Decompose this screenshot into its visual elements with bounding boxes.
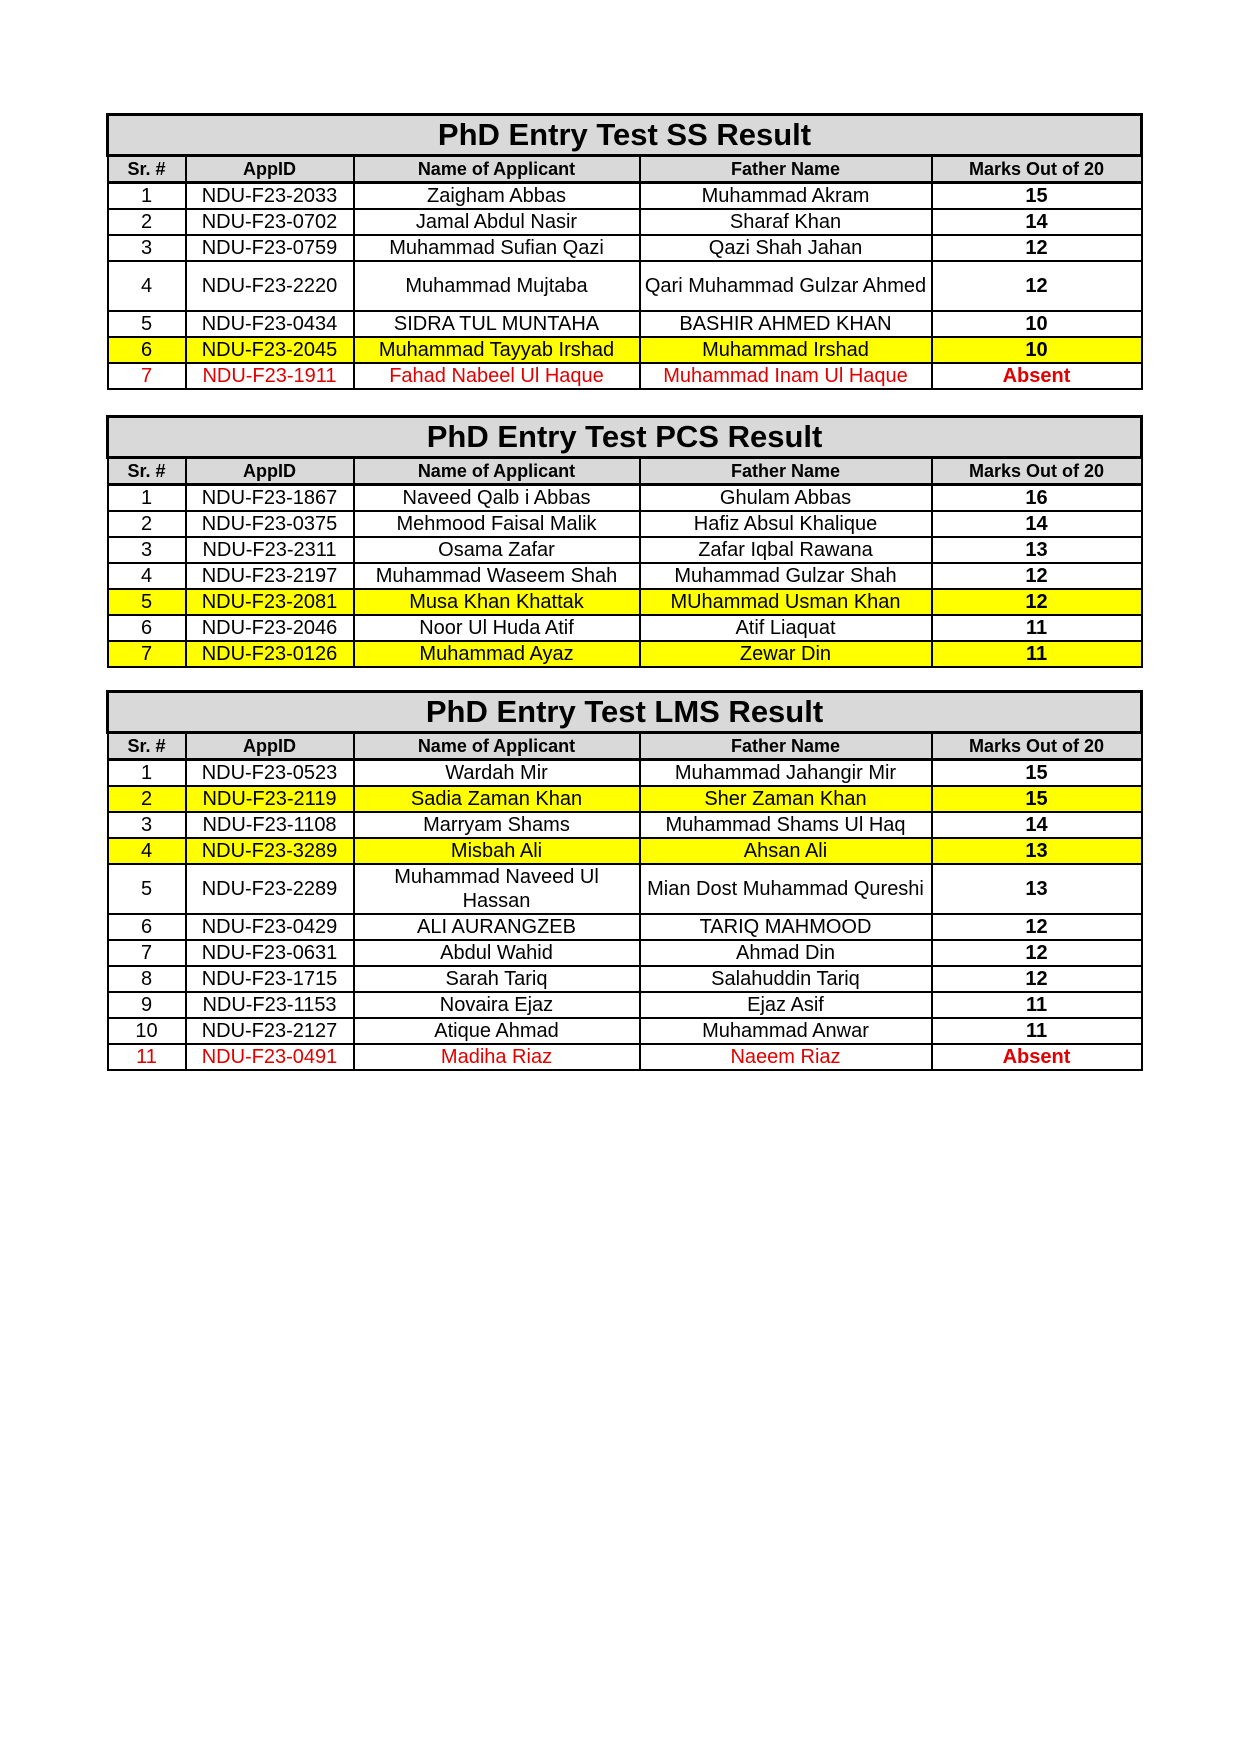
cell-name: Muhammad Sufian Qazi (354, 235, 640, 261)
lms-result-table (106, 690, 1143, 1071)
col-header-name: Name of Applicant (354, 458, 640, 485)
cell-appid: NDU-F23-0631 (186, 940, 354, 966)
cell-sr: 1 (108, 760, 186, 787)
cell-marks: 11 (932, 641, 1142, 667)
col-header-sr: Sr. # (108, 156, 186, 183)
cell-father: Ghulam Abbas (640, 485, 932, 512)
cell-sr: 10 (108, 1018, 186, 1044)
cell-father: Muhammad Shams Ul Haq (640, 812, 932, 838)
cell-sr: 9 (108, 992, 186, 1018)
cell-name: Novaira Ejaz (354, 992, 640, 1018)
table-row (108, 235, 1142, 261)
table-row (108, 563, 1142, 589)
cell-marks: 13 (932, 838, 1142, 864)
table-row (108, 183, 1142, 210)
cell-name: Sarah Tariq (354, 966, 640, 992)
cell-appid: NDU-F23-1715 (186, 966, 354, 992)
cell-appid: NDU-F23-2046 (186, 615, 354, 641)
table-row (108, 363, 1142, 389)
table-row (108, 786, 1142, 812)
table-row (108, 940, 1142, 966)
table-row (108, 311, 1142, 337)
cell-father: Salahuddin Tariq (640, 966, 932, 992)
cell-father: Qazi Shah Jahan (640, 235, 932, 261)
cell-sr: 7 (108, 940, 186, 966)
cell-name: SIDRA TUL MUNTAHA (354, 311, 640, 337)
cell-marks: 12 (932, 940, 1142, 966)
cell-father: Ahsan Ali (640, 838, 932, 864)
table-row (108, 615, 1142, 641)
cell-name: Naveed Qalb i Abbas (354, 485, 640, 512)
cell-name: Jamal Abdul Nasir (354, 209, 640, 235)
cell-appid: NDU-F23-2127 (186, 1018, 354, 1044)
col-header-appid: AppID (186, 156, 354, 183)
cell-name: Noor Ul Huda Atif (354, 615, 640, 641)
col-header-name: Name of Applicant (354, 733, 640, 760)
col-header-sr: Sr. # (108, 733, 186, 760)
cell-sr: 1 (108, 485, 186, 512)
cell-father: Hafiz Absul Khalique (640, 511, 932, 537)
cell-father: Atif Liaquat (640, 615, 932, 641)
cell-appid: NDU-F23-0523 (186, 760, 354, 787)
cell-sr: 2 (108, 511, 186, 537)
cell-marks: 12 (932, 261, 1142, 311)
col-header-appid: AppID (186, 733, 354, 760)
cell-marks: 14 (932, 209, 1142, 235)
cell-sr: 3 (108, 812, 186, 838)
cell-marks: Absent (932, 363, 1142, 389)
cell-sr: 6 (108, 615, 186, 641)
cell-sr: 1 (108, 183, 186, 210)
cell-father: MUhammad Usman Khan (640, 589, 932, 615)
cell-marks: 12 (932, 563, 1142, 589)
cell-sr: 5 (108, 589, 186, 615)
lms-result-block (106, 690, 1140, 1071)
table-row (108, 261, 1142, 311)
cell-sr: 5 (108, 864, 186, 914)
cell-name: Atique Ahmad (354, 1018, 640, 1044)
cell-name: Zaigham Abbas (354, 183, 640, 210)
cell-appid: NDU-F23-0429 (186, 914, 354, 940)
cell-name: Mehmood Faisal Malik (354, 511, 640, 537)
table-title: PhD Entry Test PCS Result (108, 417, 1142, 458)
cell-sr: 2 (108, 786, 186, 812)
cell-appid: NDU-F23-1867 (186, 485, 354, 512)
cell-father: Muhammad Akram (640, 183, 932, 210)
cell-father: Muhammad Jahangir Mir (640, 760, 932, 787)
table-row (108, 537, 1142, 563)
table-row (108, 1018, 1142, 1044)
pcs-result-table (106, 415, 1143, 668)
table-row (108, 511, 1142, 537)
cell-appid: NDU-F23-0126 (186, 641, 354, 667)
cell-name: ALI AURANGZEB (354, 914, 640, 940)
table-row (108, 209, 1142, 235)
cell-sr: 2 (108, 209, 186, 235)
cell-father: Muhammad Inam Ul Haque (640, 363, 932, 389)
cell-sr: 4 (108, 261, 186, 311)
cell-name: Muhammad Mujtaba (354, 261, 640, 311)
cell-name: Abdul Wahid (354, 940, 640, 966)
table-row (108, 864, 1142, 914)
cell-appid: NDU-F23-2220 (186, 261, 354, 311)
cell-marks: 10 (932, 337, 1142, 363)
table-row (108, 641, 1142, 667)
cell-marks: 10 (932, 311, 1142, 337)
cell-sr: 3 (108, 537, 186, 563)
table-row (108, 838, 1142, 864)
cell-marks: 12 (932, 235, 1142, 261)
cell-marks: 12 (932, 914, 1142, 940)
cell-name: Madiha Riaz (354, 1044, 640, 1070)
ss-result-table (106, 113, 1143, 390)
table-title: PhD Entry Test LMS Result (108, 692, 1142, 733)
table-row (108, 992, 1142, 1018)
cell-father: Zafar Iqbal Rawana (640, 537, 932, 563)
cell-sr: 6 (108, 337, 186, 363)
cell-sr: 7 (108, 641, 186, 667)
cell-appid: NDU-F23-0702 (186, 209, 354, 235)
cell-appid: NDU-F23-3289 (186, 838, 354, 864)
cell-sr: 11 (108, 1044, 186, 1070)
cell-name: Muhammad Ayaz (354, 641, 640, 667)
cell-sr: 4 (108, 563, 186, 589)
cell-name: Misbah Ali (354, 838, 640, 864)
cell-name: Muhammad Waseem Shah (354, 563, 640, 589)
col-header-marks: Marks Out of 20 (932, 156, 1142, 183)
table-row (108, 812, 1142, 838)
cell-sr: 6 (108, 914, 186, 940)
cell-marks: 11 (932, 1018, 1142, 1044)
cell-father: Mian Dost Muhammad Qureshi (640, 864, 932, 914)
cell-name: Osama Zafar (354, 537, 640, 563)
cell-appid: NDU-F23-0434 (186, 311, 354, 337)
cell-name: Musa Khan Khattak (354, 589, 640, 615)
cell-name: Marryam Shams (354, 812, 640, 838)
cell-father: Sher Zaman Khan (640, 786, 932, 812)
col-header-father: Father Name (640, 156, 932, 183)
cell-marks: Absent (932, 1044, 1142, 1070)
cell-marks: 11 (932, 615, 1142, 641)
table-row (108, 1044, 1142, 1070)
cell-appid: NDU-F23-1153 (186, 992, 354, 1018)
cell-appid: NDU-F23-1911 (186, 363, 354, 389)
cell-marks: 14 (932, 812, 1142, 838)
cell-marks: 16 (932, 485, 1142, 512)
cell-appid: NDU-F23-2119 (186, 786, 354, 812)
cell-father: Sharaf Khan (640, 209, 932, 235)
cell-father: Ejaz Asif (640, 992, 932, 1018)
cell-marks: 11 (932, 992, 1142, 1018)
cell-name: Sadia Zaman Khan (354, 786, 640, 812)
col-header-father: Father Name (640, 458, 932, 485)
cell-father: Naeem Riaz (640, 1044, 932, 1070)
cell-father: TARIQ MAHMOOD (640, 914, 932, 940)
cell-appid: NDU-F23-0375 (186, 511, 354, 537)
table-row (108, 966, 1142, 992)
cell-father: Muhammad Gulzar Shah (640, 563, 932, 589)
cell-marks: 14 (932, 511, 1142, 537)
cell-name: Muhammad Naveed Ul Hassan (354, 864, 640, 914)
cell-marks: 13 (932, 864, 1142, 914)
table-title: PhD Entry Test SS Result (108, 115, 1142, 156)
cell-father: BASHIR AHMED KHAN (640, 311, 932, 337)
col-header-appid: AppID (186, 458, 354, 485)
cell-father: Muhammad Irshad (640, 337, 932, 363)
cell-marks: 12 (932, 589, 1142, 615)
cell-marks: 15 (932, 760, 1142, 787)
table-row (108, 760, 1142, 787)
ss-result-block (106, 113, 1140, 390)
cell-father: Zewar Din (640, 641, 932, 667)
cell-name: Wardah Mir (354, 760, 640, 787)
cell-appid: NDU-F23-0759 (186, 235, 354, 261)
cell-marks: 13 (932, 537, 1142, 563)
col-header-marks: Marks Out of 20 (932, 733, 1142, 760)
col-header-name: Name of Applicant (354, 156, 640, 183)
cell-name: Fahad Nabeel Ul Haque (354, 363, 640, 389)
cell-appid: NDU-F23-2033 (186, 183, 354, 210)
cell-sr: 4 (108, 838, 186, 864)
table-row (108, 589, 1142, 615)
table-row (108, 485, 1142, 512)
cell-marks: 15 (932, 786, 1142, 812)
cell-appid: NDU-F23-1108 (186, 812, 354, 838)
cell-marks: 15 (932, 183, 1142, 210)
col-header-sr: Sr. # (108, 458, 186, 485)
cell-sr: 7 (108, 363, 186, 389)
col-header-father: Father Name (640, 733, 932, 760)
cell-marks: 12 (932, 966, 1142, 992)
pcs-result-block (106, 415, 1140, 668)
cell-appid: NDU-F23-2311 (186, 537, 354, 563)
col-header-marks: Marks Out of 20 (932, 458, 1142, 485)
cell-sr: 3 (108, 235, 186, 261)
cell-appid: NDU-F23-2081 (186, 589, 354, 615)
table-row (108, 337, 1142, 363)
cell-appid: NDU-F23-0491 (186, 1044, 354, 1070)
cell-appid: NDU-F23-2289 (186, 864, 354, 914)
cell-father: Qari Muhammad Gulzar Ahmed (640, 261, 932, 311)
cell-sr: 5 (108, 311, 186, 337)
cell-father: Ahmad Din (640, 940, 932, 966)
cell-father: Muhammad Anwar (640, 1018, 932, 1044)
cell-name: Muhammad Tayyab Irshad (354, 337, 640, 363)
cell-appid: NDU-F23-2045 (186, 337, 354, 363)
table-row (108, 914, 1142, 940)
cell-appid: NDU-F23-2197 (186, 563, 354, 589)
cell-sr: 8 (108, 966, 186, 992)
